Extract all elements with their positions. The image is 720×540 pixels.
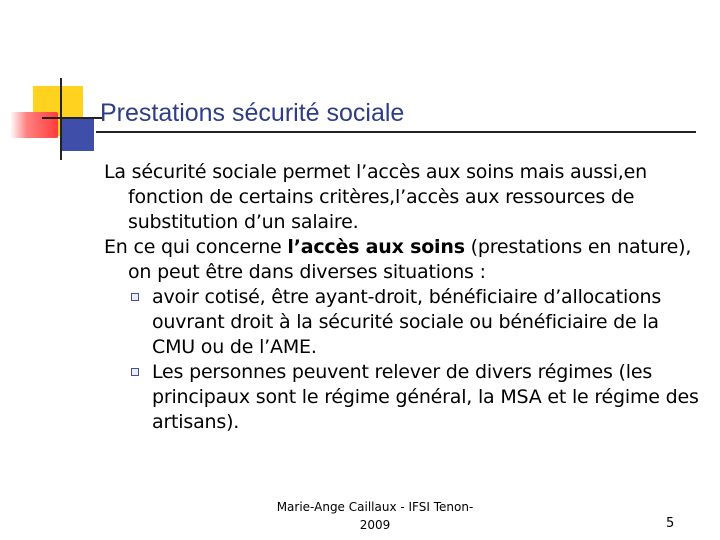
- square-bullet-icon: [131, 368, 139, 376]
- list-item: [128, 360, 704, 435]
- logo-horizontal-line: [42, 117, 102, 119]
- blue-square: [60, 117, 94, 151]
- footer-line-1: Marie-Ange Caillaux - IFSI Tenon-: [276, 500, 474, 514]
- slide-title: Prestations sécurité sociale: [100, 99, 405, 127]
- paragraph-access-bold: l’accès aux soins: [287, 236, 465, 258]
- paragraph-access: [104, 235, 704, 285]
- slide-footer: [255, 498, 495, 534]
- page-number: 5: [666, 516, 675, 531]
- slide-body: [104, 160, 704, 435]
- square-bullet-icon: [131, 293, 139, 301]
- paragraph-intro: La sécurité sociale permet l’accès aux soins mais aussi,en fonction de certains critères,l’accès aux ressources de substitution d’un salaire.: [104, 161, 647, 233]
- logo-vertical-line: [60, 78, 62, 160]
- slide-logo-decoration: [0, 0, 120, 170]
- paragraph-access-prefix: En ce qui concerne: [104, 236, 288, 258]
- list-item: [128, 285, 704, 360]
- bullet-text-2: Les personnes peuvent relever de divers régimes (les principaux sont le régime général, la MSA et le régime des artisans).: [152, 361, 699, 433]
- bullet-text-1: avoir cotisé, être ayant-droit, bénéficiaire d’allocations ouvrant droit à la sécurité sociale ou bénéficiaire de la CMU ou de l’AME.: [152, 286, 662, 358]
- footer-line-2: 2009: [359, 518, 391, 532]
- title-underline: [96, 131, 696, 133]
- red-bar: [10, 112, 58, 138]
- bullet-list: [104, 285, 704, 435]
- paragraph-access-suffix: (prestations en nature), on peut être dans diverses situations :: [128, 236, 692, 283]
